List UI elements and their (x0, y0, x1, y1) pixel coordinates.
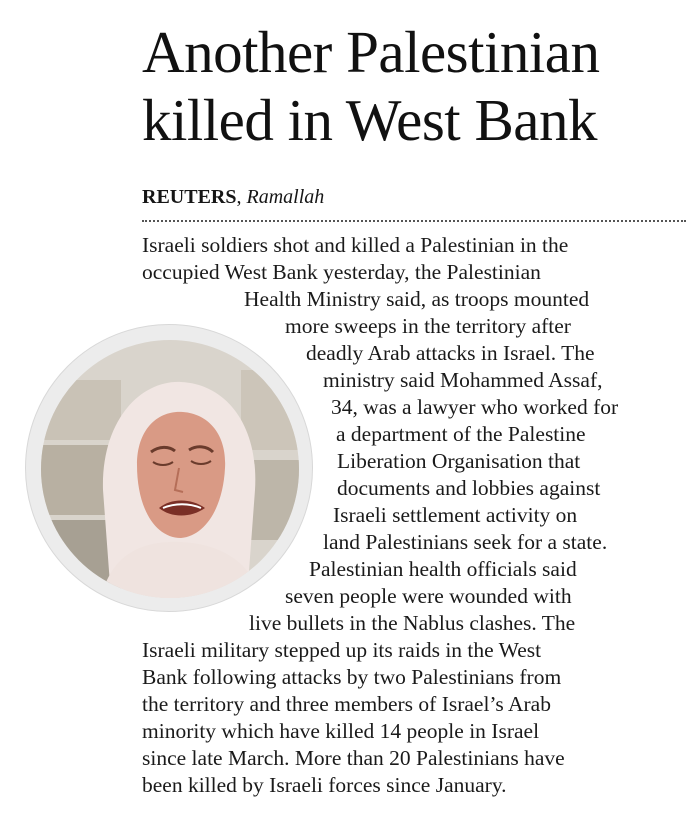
body-line: occupied West Bank yesterday, the Palestinian (142, 260, 541, 284)
headline-line: Another Palestinian (142, 19, 600, 85)
article-photo (25, 324, 313, 612)
body-line: Health Ministry said, as troops mounted (244, 287, 590, 311)
body-line: a department of the Palestine (336, 422, 586, 446)
headline (142, 18, 692, 154)
body-line: 34, was a lawyer who worked for (331, 395, 619, 419)
byline-separator: , (236, 186, 242, 208)
dotted-divider (142, 220, 686, 222)
body-line: live bullets in the Nablus clashes. The (249, 611, 576, 635)
body-line: Bank following attacks by two Palestinians from (142, 665, 562, 689)
byline (142, 184, 324, 210)
body-line: the territory and three members of Israel’s Arab (142, 692, 551, 716)
body-line: land Palestinians seek for a state. (323, 530, 608, 554)
body-line: deadly Arab attacks in Israel. The (306, 341, 595, 365)
body-line: since late March. More than 20 Palestinians have (142, 746, 565, 770)
body-line: been killed by Israeli forces since January. (142, 773, 507, 797)
body-line: seven people were wounded with (285, 584, 572, 608)
body-line: ministry said Mohammed Assaf, (323, 368, 603, 392)
body-line: Israeli military stepped up its raids in the West (142, 638, 542, 662)
byline-place: Ramallah (246, 186, 325, 208)
body-line: Palestinian health officials said (309, 557, 577, 581)
body-line: more sweeps in the territory after (285, 314, 571, 338)
grieving-woman-photo-icon (41, 340, 299, 598)
byline-agency: REUTERS (142, 186, 237, 208)
body-line: Liberation Organisation that (337, 449, 581, 473)
body-line: Israeli settlement activity on (333, 503, 578, 527)
headline-line: killed in West Bank (142, 87, 597, 153)
body-line: documents and lobbies against (337, 476, 601, 500)
body-line: minority which have killed 14 people in Israel (142, 719, 540, 743)
body-line: Israeli soldiers shot and killed a Palestinian in the (142, 233, 569, 257)
